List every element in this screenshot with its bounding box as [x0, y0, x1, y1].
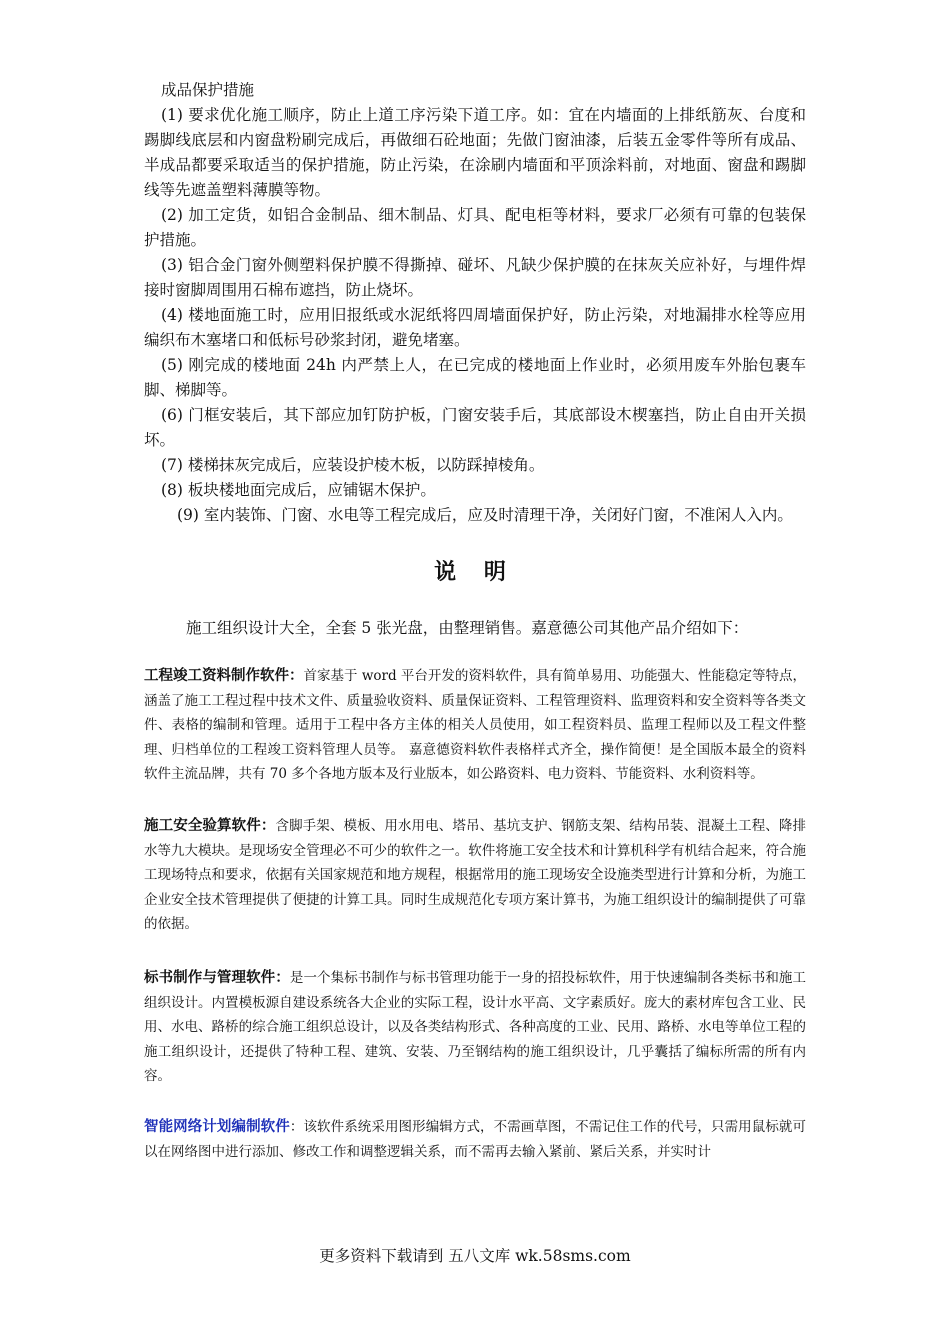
page-footer: 更多资料下载请到 五八文库 wk.58sms.com [319, 1247, 631, 1265]
protection-item: (3) 铝合金门窗外侧塑料保护膜不得撕掉、碰坏、凡缺少保护膜的在抹灰关应补好，与埋件焊接时窗脚周围用石棉布遮挡，防止烧坏。 [144, 256, 806, 299]
product-description: ：该软件系统采用图形编辑方式，不需画草图，不需记住工作的代号，只需用鼠标就可以在网络图中进行添加、修改工作和调整逻辑关系，而不需再去输入紧前、紧后关系，并实时计 [144, 1118, 806, 1160]
protection-item: (2) 加工定货，如铝合金制品、细木制品、灯具、配电柜等材料，要求厂必须有可靠的包装保护措施。 [144, 206, 806, 249]
protection-item: (4) 楼地面施工时，应用旧报纸或水泥纸将四周墙面保护好，防止污染，对地漏排水栓等应用编织布木塞堵口和低标号砂浆封闭，避免堵塞。 [144, 306, 806, 349]
product-entry [144, 814, 806, 937]
protection-item: (7) 楼梯抹灰完成后，应装设护棱木板，以防踩掉棱角。 [161, 456, 545, 474]
protection-item: (1) 要求优化施工顺序，防止上道工序污染下道工序。如：宜在内墙面的上排纸筋灰、台度和踢脚线底层和内窗盘粉刷完成后，再做细石砼地面；先做门窗油漆，后装五金零件等所有成品、半成品都要采取适当的保护措施，防止污染，在涂刷内墙面和平顶涂料前，对地面、窗盘和踢脚线等先遮盖塑料薄膜等物。 [144, 106, 806, 199]
product-description: 含脚手架、模板、用水用电、塔吊、基坑支护、钢筋支架、结构吊装、混凝土工程、降排水等九大模块。是现场安全管理必不可少的软件之一。软件将施工安全技术和计算机科学有机结合起来，符合施工现场特点和要求，依据有关国家规范和地方规程，根据常用的施工现场安全设施类型进行计算和分析，为施工企业安全技术管理提供了便捷的计算工具。同时生成规范化专项方案计算书，为施工组织设计的编制提供了可靠的依据。 [144, 817, 807, 933]
notice-intro: 施工组织设计大全，全套 5 张光盘，由整理销售。嘉意德公司其他产品介绍如下： [186, 619, 749, 637]
protection-item: (6) 门框安装后，其下部应加钉防护板，门窗安装手后，其底部设木楔塞挡，防止自由开关损坏。 [144, 406, 806, 449]
protection-item: (8) 板块楼地面完成后，应铺锯木保护。 [161, 481, 436, 499]
product-name-link[interactable]: 智能网络计划编制软件 [144, 1118, 290, 1135]
protection-item: (9) 室内装饰、门窗、水电等工程完成后，应及时清理干净，关闭好门窗，不准闲人入内。 [177, 506, 793, 524]
product-entry [144, 664, 806, 787]
product-description: 是一个集标书制作与标书管理功能于一身的招投标软件，用于快速编制各类标书和施工组织设计。内置模板源自建设系统各大企业的实际工程，设计水平高、文字素质好。庞大的素材库包含工业、民用、水电、路桥的综合施工组织总设计，以及各类结构形式、各种高度的工业、民用、路桥、水电等单位工程的施工组织设计，还提供了特种工程、建筑、安装、乃至钢结构的施工组织设计，几乎囊括了编标所需的所有内容。 [144, 969, 807, 1085]
product-name: 标书制作与管理软件： [144, 969, 290, 986]
protection-item: (5) 刚完成的楼地面 24h 内严禁上人，在已完成的楼地面上作业时，必须用废车外胎包裹车脚、梯脚等。 [144, 356, 806, 399]
product-name: 工程竣工资料制作软件： [144, 668, 304, 684]
product-entry [144, 1115, 806, 1165]
notice-title: 说 明 [434, 559, 516, 585]
product-description: 首家基于 word 平台开发的资料软件，具有简单易用、功能强大、性能稳定等特点，涵盖了施工工程过程中技术文件、质量验收资料、质量保证资料、工程管理资料、监理资料和安全资料等各类文件、表格的编制和管理。适用于工程中各方主体的相关人员使用，如工程资料员、监理工程师以及工程文件整理、归档单位的工程竣工资料管理人员等。 嘉意德资料软件表格样式齐全，操作简便！是全国版本最全的资料软件主流品牌，共有 70 多个各地方版本及行业版本，如公路资料、电力资料、节能资料、水利资料等。 [144, 668, 806, 783]
product-name: 施工安全验算软件： [144, 817, 276, 834]
protection-heading: 成品保护措施 [161, 81, 255, 99]
product-entry [144, 966, 806, 1089]
document-page [144, 78, 806, 1165]
